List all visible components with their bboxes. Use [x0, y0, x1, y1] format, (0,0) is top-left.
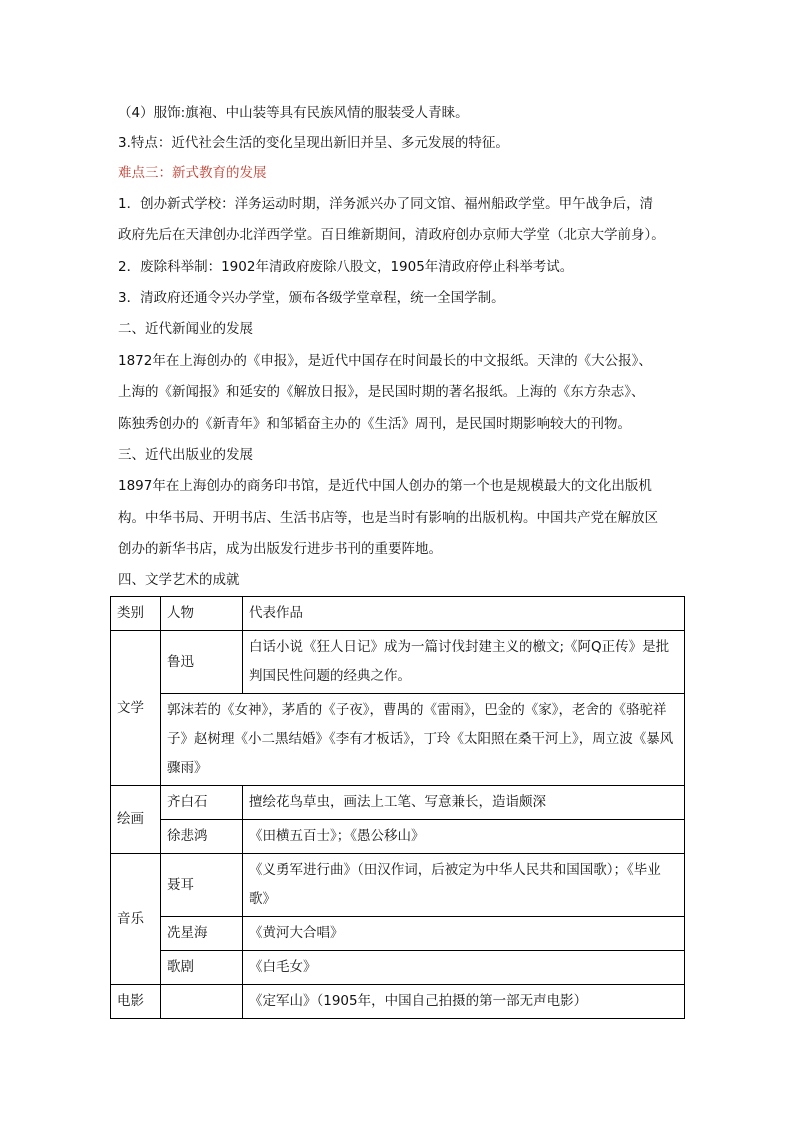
text-line: 创办的新华书店，成为出版发行进步书刊的重要阵地。 [118, 541, 442, 557]
table-row [111, 786, 685, 820]
works-cell: 郭沫若的《女神》，茅盾的《子夜》，曹禺的《雷雨》，巴金的《家》，老舍的《骆驼祥子》赵树理《小二黑结婚》《李有才板话》，丁玲《太阳照在桑干河上》，周立波《暴风骤雨》 [161, 694, 685, 786]
text-line: 上海的《新闻报》和延安的《解放日报》，是民国时期的著名报纸。上海的《东方杂志》、 [118, 384, 645, 400]
table-row [111, 694, 685, 786]
text-line: 陈独秀创办的《新青年》和邹韬奋主办的《生活》周刊，是民国时期影响较大的刊物。 [118, 416, 631, 432]
person-cell: 徐悲鸿 [161, 820, 243, 854]
table-row [111, 985, 685, 1019]
section-heading: 二、近代新闻业的发展 [118, 321, 253, 337]
person-cell [161, 985, 243, 1019]
text-line: 2．废除科举制：1902年清政府废除八股文，1905年清政府停止科举考试。 [118, 259, 574, 275]
table-header-row [111, 597, 685, 631]
table-row [111, 917, 685, 951]
works-cell: 擅绘花鸟草虫，画法上工笔、写意兼长，造诣颇深 [243, 786, 685, 820]
works-cell: 《义勇军进行曲》（田汉作词，后被定为中华人民共和国国歌）；《毕业歌》 [243, 854, 685, 917]
text-line: 1872年在上海创办的《申报》，是近代中国存在时间最长的中文报纸。天津的《大公报》、 [118, 353, 652, 369]
section-heading: 四、文学艺术的成就 [118, 572, 240, 588]
table-row [111, 820, 685, 854]
person-cell: 鲁迅 [161, 631, 243, 694]
section-heading: 三、近代出版业的发展 [118, 447, 253, 463]
works-cell: 《田横五百士》；《愚公移山》 [243, 820, 685, 854]
works-cell: 《白毛女》 [243, 951, 685, 985]
category-cell: 文学 [111, 631, 161, 786]
table-row [111, 631, 685, 694]
category-cell: 音乐 [111, 854, 161, 985]
category-cell: 电影 [111, 985, 161, 1019]
works-cell: 白话小说《狂人日记》成为一篇讨伐封建主义的檄文;《阿Q正传》是批判国民性问题的经典之作。 [243, 631, 685, 694]
header-person: 人物 [161, 597, 243, 631]
works-cell: 《定军山》（1905年，中国自己拍摄的第一部无声电影） [243, 985, 685, 1019]
text-line: 政府先后在天津创办北洋西学堂。百日维新期间，清政府创办京师大学堂（北京大学前身）。 [118, 227, 665, 243]
header-works: 代表作品 [243, 597, 685, 631]
text-line: （4）服饰:旗袍、中山装等具有民族风情的服装受人青睐。 [118, 105, 469, 121]
person-cell: 冼星海 [161, 917, 243, 951]
person-cell: 齐白石 [161, 786, 243, 820]
text-line: 构。中华书局、开明书店、生活书店等，也是当时有影响的出版机构。中国共产党在解放区 [118, 510, 658, 526]
header-category: 类别 [111, 597, 161, 631]
table-row [111, 854, 685, 917]
table-row [111, 951, 685, 985]
text-line: 3.特点：近代社会生活的变化呈现出新旧并呈、多元发展的特征。 [118, 135, 509, 151]
section-heading: 难点三：新式教育的发展 [118, 165, 267, 181]
works-cell: 《黄河大合唱》 [243, 917, 685, 951]
text-line: 1897年在上海创办的商务印书馆，是近代中国人创办的第一个也是规模最大的文化出版机 [118, 478, 652, 494]
category-cell: 绘画 [111, 786, 161, 854]
person-cell: 聂耳 [161, 854, 243, 917]
person-cell: 歌剧 [161, 951, 243, 985]
text-line: 1．创办新式学校：洋务运动时期，洋务派兴办了同文馆、福州船政学堂。甲午战争后，清 [118, 196, 654, 212]
text-line: 3．清政府还通令兴办学堂，颁布各级学堂章程，统一全国学制。 [118, 290, 505, 306]
achievements-table [110, 596, 685, 1019]
